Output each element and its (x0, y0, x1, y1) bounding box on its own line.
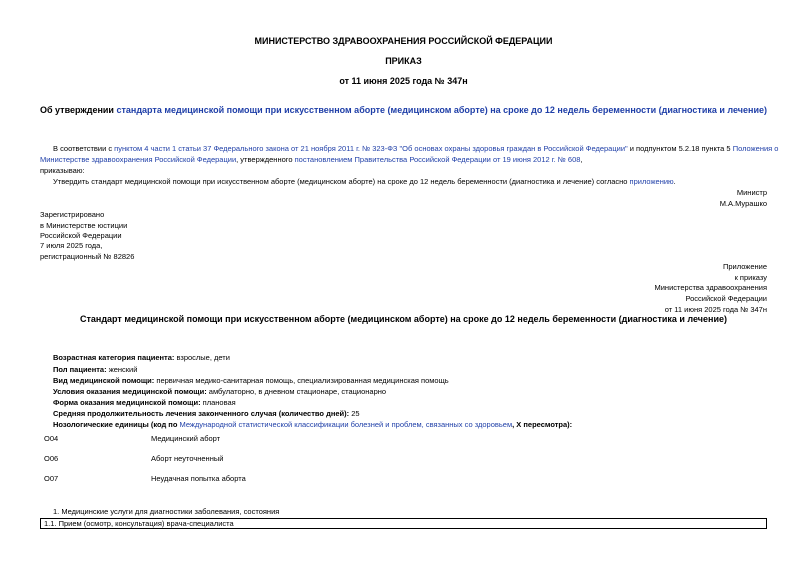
duration-value: 25 (349, 409, 360, 418)
form-value: плановая (200, 398, 236, 407)
appendix-line: Приложение (723, 262, 767, 271)
appendix-line: к приказу (734, 273, 767, 282)
order-title-prefix: Об утверждении (39, 105, 117, 115)
section-1-title: 1. Медицинские услуги для диагностики заболевания, состояния (53, 507, 280, 516)
care-conditions (53, 387, 386, 397)
care-kind (53, 376, 449, 386)
care-form (53, 398, 236, 408)
preamble-line2 (40, 155, 583, 165)
nosology-label-a: Нозологические единицы (код по (53, 420, 180, 429)
law-323-link[interactable]: пунктом 4 части 1 статьи 37 Федерального закона от 21 ноября 2011 г. № 323-ФЗ "Об основах охраны здоровья граждан в Российской Федерации" (114, 144, 628, 153)
ministry-heading: МИНИСТЕРСТВО ЗДРАВООХРАНЕНИЯ РОССИЙСКОЙ ФЕДЕРАЦИИ (254, 36, 553, 46)
preamble-text-d: , (580, 155, 583, 164)
duration-label: Средняя продолжительность лечения законченного случая (количество дней): (53, 409, 350, 418)
table-row (40, 518, 767, 529)
signature-position: Министр (736, 188, 767, 197)
approve-text: Утвердить стандарт медицинской помощи при искусственном аборте (медицинском аборте) на сроке до 12 недель беременности (диагностика и лечение) согласно (53, 177, 630, 186)
conditions-label: Условия оказания медицинской помощи: (53, 387, 207, 396)
preamble-line1 (53, 144, 778, 154)
preamble-text-b: и подпунктом 5.2.18 пункта 5 (627, 144, 733, 153)
nosology-code: O06 (44, 454, 59, 463)
nosology-heading (53, 420, 572, 430)
age-value: взрослые, дети (174, 353, 230, 362)
icd-link[interactable]: Международной статистической классификации болезней и проблем, связанных со здоровьем (179, 420, 513, 429)
table-cell-service: 1.1. Прием (осмотр, консультация) врача-специалиста (44, 519, 234, 528)
preamble-text-a: В соответствии с (53, 144, 115, 153)
registration-line: Зарегистрировано (40, 210, 105, 219)
approve-paragraph (53, 177, 676, 187)
nosology-code: O07 (44, 474, 59, 483)
nosology-name: Медицинский аборт (151, 434, 221, 443)
order-date-number: от 11 июня 2025 года № 347н (339, 76, 468, 86)
approve-end: . (673, 177, 676, 186)
patient-sex (53, 365, 137, 375)
order-title (0, 105, 807, 115)
kind-value: первичная медико-санитарная помощь, специализированная медицинская помощь (154, 376, 449, 385)
registration-line: 7 июля 2025 года, (40, 241, 103, 250)
registration-number: регистрационный № 82826 (40, 252, 135, 261)
kind-label: Вид медицинской помощи: (53, 376, 155, 385)
preamble-text-c: , утвержденного (236, 155, 295, 164)
conditions-value: амбулаторно, в дневном стационаре, стационарно (206, 387, 387, 396)
regulation-link[interactable]: Положения о (732, 144, 779, 153)
registration-line: в Министерстве юстиции (40, 221, 128, 230)
nosology-name: Неудачная попытка аборта (151, 474, 246, 483)
nosology-name: Аборт неуточненный (151, 454, 224, 463)
nosology-code: O04 (44, 434, 59, 443)
sex-value: женский (106, 365, 138, 374)
nosology-label-b: , X пересмотра): (512, 420, 573, 429)
appendix-line: Министерства здравоохранения (654, 283, 767, 292)
appendix-date: от 11 июня 2025 года № 347н (664, 305, 767, 314)
signature-name: М.А.Мурашко (719, 199, 767, 208)
order-word: приказываю: (40, 166, 85, 175)
treatment-duration (53, 409, 360, 419)
form-label: Форма оказания медицинской помощи: (53, 398, 201, 407)
sex-label: Пол пациента: (53, 365, 107, 374)
ministry-regulation-link[interactable]: Министерстве здравоохранения Российской Федерации (40, 155, 237, 164)
age-label: Возрастная категория пациента: (53, 353, 175, 362)
standard-title: Стандарт медицинской помощи при искусственном аборте (медицинском аборте) на сроке до 12 недель беременности (диагностика и лечение) (79, 314, 728, 324)
order-title-link[interactable]: стандарта медицинской помощи при искусственном аборте (медицинском аборте) на сроке до 12 недель беременности (диагностика и лечение) (116, 105, 767, 115)
doc-type: ПРИКАЗ (385, 56, 422, 66)
appendix-link[interactable]: приложению (629, 177, 674, 186)
government-decree-link[interactable]: постановлением Правительства Российской Федерации от 19 июня 2012 г. № 608 (294, 155, 581, 164)
age-category (53, 353, 230, 363)
registration-line: Российской Федерации (40, 231, 122, 240)
appendix-line: Российской Федерации (685, 294, 767, 303)
